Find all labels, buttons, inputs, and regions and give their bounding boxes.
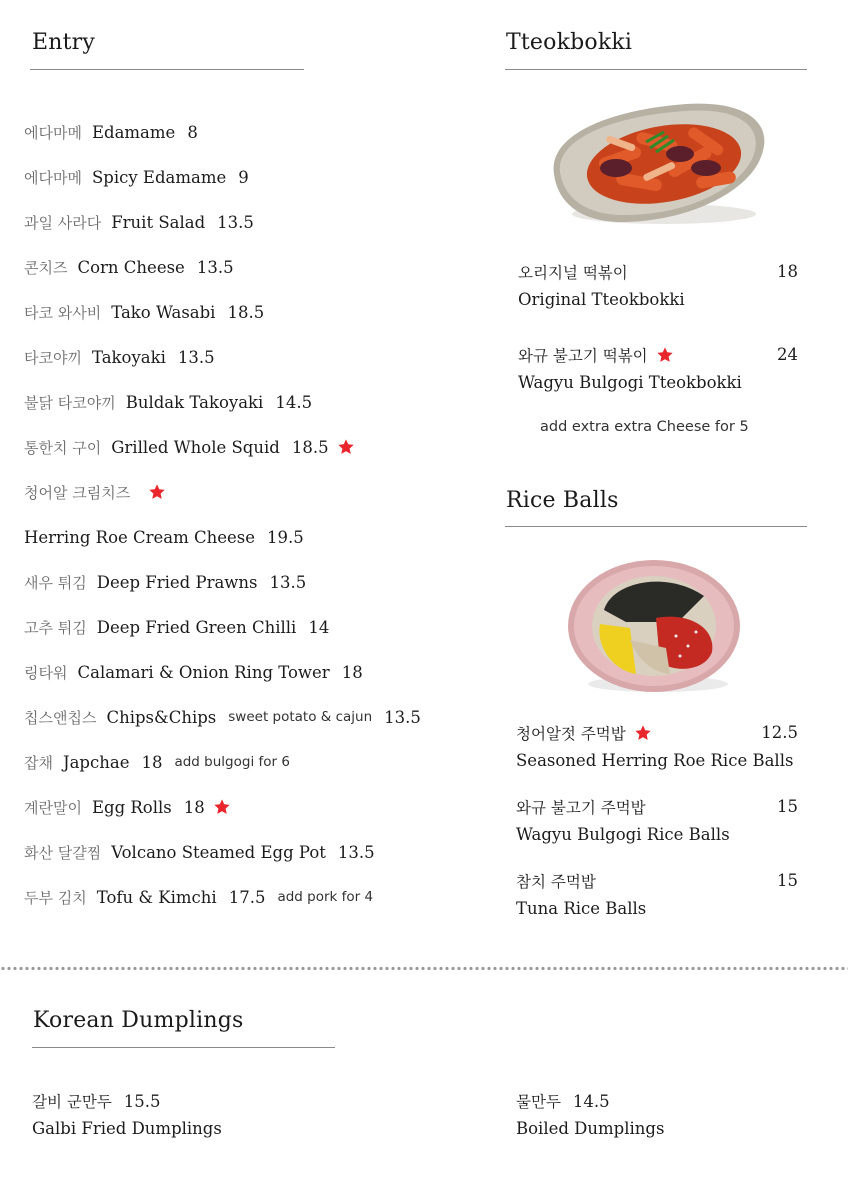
item-english-name: Buldak Takoyaki [125, 392, 264, 412]
item-price: 18 [341, 662, 363, 682]
tteokbokki-title-rule [505, 69, 807, 70]
item-english-name: Spicy Edamame [91, 167, 227, 187]
item-price: 9 [238, 167, 249, 187]
star-icon [337, 438, 355, 456]
entry-title: Entry [32, 30, 96, 55]
dish-price: 18 [777, 262, 798, 281]
tteokbokki-title: Tteokbokki [506, 30, 633, 55]
dish-price: 15 [777, 871, 798, 890]
dish-korean-name: 와규 불고기 떡볶이 [518, 347, 648, 365]
item-english-name: Tofu & Kimchi [96, 887, 217, 907]
item-korean-name: 잡채 [24, 753, 53, 772]
item-english-name: Deep Fried Prawns [96, 572, 258, 592]
extra-cheese-note: add extra extra Cheese for 5 [540, 419, 749, 435]
item-english-name: Herring Roe Cream Cheese [24, 527, 256, 547]
item-english-name: Fruit Salad [111, 212, 206, 232]
dish-korean-name: 청어알젓 주먹밥 [516, 725, 626, 743]
item-note: add bulgogi for 6 [174, 754, 290, 770]
star-icon [213, 798, 231, 816]
dumpling-korean-row [516, 1090, 610, 1112]
item-korean-name: 불닭 타코야끼 [24, 393, 116, 412]
item-english-name: Japchae [62, 752, 130, 772]
menu-item [24, 435, 355, 459]
dumpling-english-name: Galbi Fried Dumplings [32, 1119, 222, 1138]
item-price: 13.5 [337, 842, 375, 862]
menu-item [24, 345, 215, 369]
dish-korean-row [518, 261, 628, 283]
item-english-name: Egg Rolls [91, 797, 172, 817]
item-korean-name: 콘치즈 [24, 258, 68, 277]
dish-korean-row [516, 722, 652, 744]
dish-korean-name: 와규 불고기 주먹밥 [516, 799, 646, 817]
dish-korean-name: 오리지널 떡볶이 [518, 264, 628, 282]
item-korean-name: 새우 튀김 [24, 573, 87, 592]
item-price: 18 [183, 797, 205, 817]
item-price: 14.5 [275, 392, 313, 412]
item-korean-name: 두부 김치 [24, 888, 87, 907]
dish-korean-row [518, 344, 674, 366]
menu-item [24, 615, 329, 639]
item-price: 18 [141, 752, 163, 772]
rice-balls-title-rule [505, 526, 807, 527]
star-icon [148, 483, 166, 501]
dish-english-name: Wagyu Bulgogi Tteokbokki [518, 373, 742, 392]
item-english-name: Corn Cheese [77, 257, 185, 277]
item-price: 14 [308, 617, 330, 637]
dish-korean-name: 참치 주먹밥 [516, 873, 596, 891]
menu-item [24, 165, 249, 189]
dish-english-name: Tuna Rice Balls [516, 899, 647, 918]
item-price: 13.5 [177, 347, 215, 367]
item-english-name: Grilled Whole Squid [111, 437, 280, 457]
item-price: 13.5 [196, 257, 234, 277]
menu-item [24, 120, 198, 144]
item-price: 17.5 [228, 887, 266, 907]
item-korean-name: 과일 사라다 [24, 213, 102, 232]
item-korean-name: 청어알 크림치즈 [24, 483, 131, 502]
item-korean-name: 통한치 구이 [24, 438, 102, 457]
rice-balls-photo [566, 556, 746, 696]
item-korean-name: 고추 튀김 [24, 618, 87, 637]
menu-item [24, 705, 421, 729]
dumplings-title: Korean Dumplings [33, 1008, 244, 1033]
menu-item [24, 840, 375, 864]
star-icon [656, 346, 674, 364]
menu-item [24, 795, 231, 819]
dumpling-english-name: Boiled Dumplings [516, 1119, 665, 1138]
dish-price: 12.5 [761, 723, 798, 742]
item-english-name: Edamame [91, 122, 176, 142]
item-price: 18.5 [227, 302, 265, 322]
dumpling-korean-row [32, 1090, 161, 1112]
menu-item [24, 570, 306, 594]
item-price: 13.5 [269, 572, 307, 592]
dish-korean-row [516, 870, 596, 892]
item-english-name: Tako Wasabi [111, 302, 216, 322]
item-korean-name: 화산 달걀찜 [24, 843, 102, 862]
menu-item [24, 480, 166, 504]
item-korean-name: 링타워 [24, 663, 68, 682]
menu-item [24, 885, 373, 909]
item-note: sweet potato & cajun [228, 709, 373, 725]
dumpling-korean-name: 물만두 [516, 1093, 561, 1111]
item-korean-name: 타코야끼 [24, 348, 82, 367]
dumpling-korean-name: 갈비 군만두 [32, 1093, 112, 1111]
menu-item [24, 210, 254, 234]
item-korean-name: 계란말이 [24, 798, 82, 817]
item-english-name: Takoyaki [91, 347, 166, 367]
item-price: 8 [187, 122, 198, 142]
star-icon [634, 724, 652, 742]
menu-item [24, 300, 264, 324]
item-english-name: Calamari & Onion Ring Tower [77, 662, 330, 682]
item-english-name: Volcano Steamed Egg Pot [111, 842, 326, 862]
dish-english-name: Wagyu Bulgogi Rice Balls [516, 825, 730, 844]
menu-item [24, 525, 304, 549]
item-price: 19.5 [267, 527, 304, 547]
tteokbokki-photo [546, 96, 772, 234]
menu-item [24, 255, 234, 279]
dish-price: 24 [777, 345, 798, 364]
dish-price: 15 [777, 797, 798, 816]
entry-title-rule [30, 69, 304, 70]
item-korean-name: 타코 와사비 [24, 303, 102, 322]
section-divider [0, 966, 848, 971]
menu-item [24, 390, 312, 414]
dumpling-price: 14.5 [572, 1091, 610, 1111]
dish-korean-row [516, 796, 646, 818]
dumplings-title-rule [32, 1047, 335, 1048]
item-english-name: Deep Fried Green Chilli [96, 617, 297, 637]
dish-english-name: Original Tteokbokki [518, 290, 685, 309]
menu-item [24, 660, 363, 684]
item-price: 18.5 [291, 437, 329, 457]
item-korean-name: 칩스앤칩스 [24, 708, 97, 727]
item-note: add pork for 4 [277, 889, 374, 905]
item-korean-name: 에다마메 [24, 168, 82, 187]
dumpling-price: 15.5 [123, 1091, 161, 1111]
item-price: 13.5 [384, 707, 421, 727]
rice-balls-title: Rice Balls [506, 488, 619, 513]
item-korean-name: 에다마메 [24, 123, 82, 142]
dish-english-name: Seasoned Herring Roe Rice Balls [516, 751, 794, 770]
menu-item [24, 750, 290, 774]
item-price: 13.5 [217, 212, 254, 232]
item-english-name: Chips&Chips [106, 707, 217, 727]
